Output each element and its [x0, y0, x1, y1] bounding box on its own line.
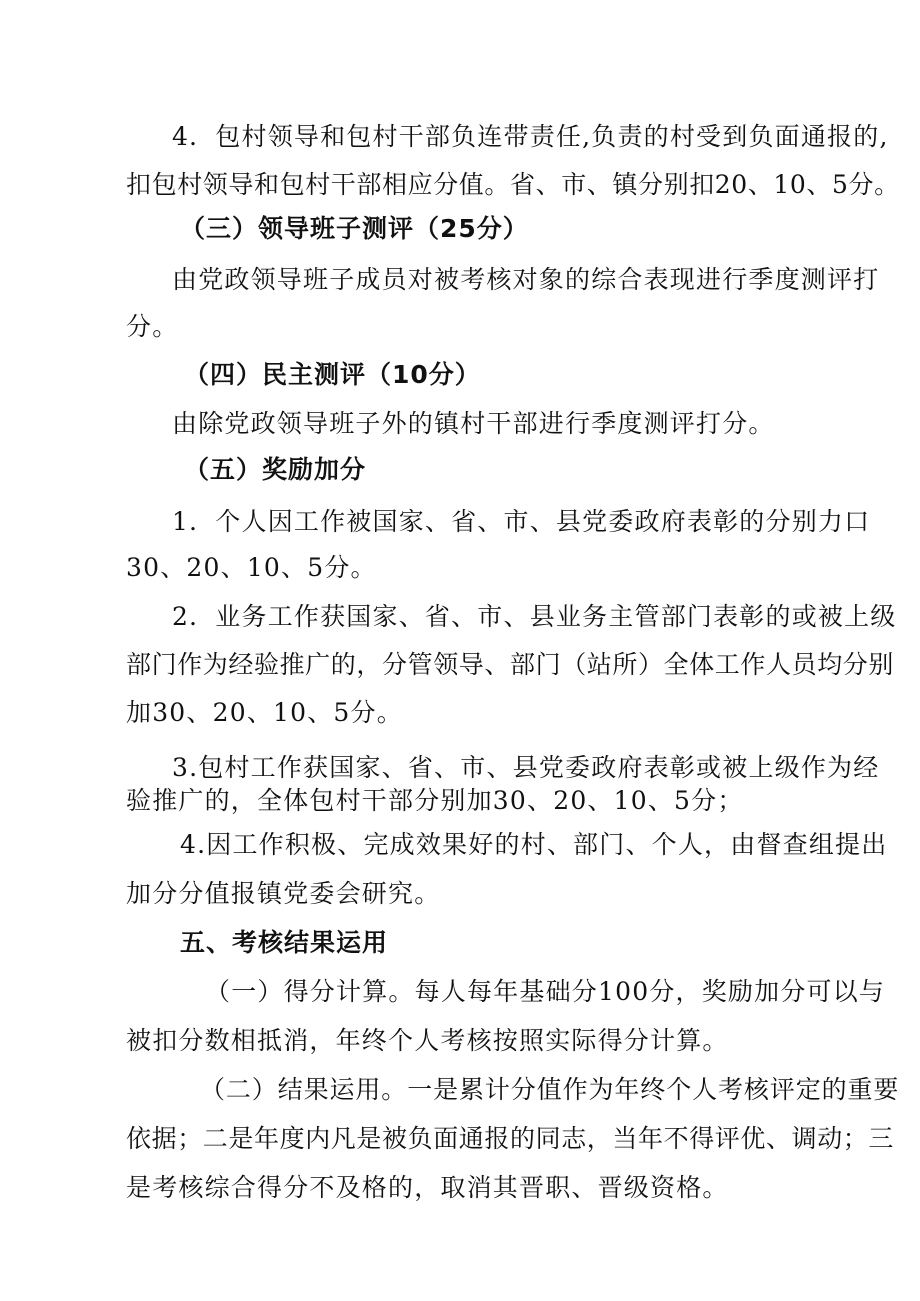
paragraph-line: 4．包村领导和包村干部负连带责任,负责的村受到负面通报的,: [172, 122, 889, 151]
paragraph-line: 被扣分数相抵消，年终个人考核按照实际得分计算。: [126, 1026, 729, 1055]
paragraph-line: 验推广的，全体包村干部分别加30、20、10、5分；: [126, 786, 744, 815]
paragraph-line: 由除党政领导班子外的镇村干部进行季度测评打分。: [172, 409, 775, 438]
paragraph-line: 部门作为经验推广的，分管领导、部门（站所）全体工作人员均分别: [126, 650, 895, 679]
paragraph-line: 依据；二是年度内凡是被负面通报的同志，当年不得评优、调动；三: [126, 1124, 895, 1153]
paragraph-line: 加30、20、10、5分。: [126, 698, 403, 727]
paragraph-line: 2．业务工作获国家、省、市、县业务主管部门表彰的或被上级: [172, 602, 897, 631]
paragraph-line: 30、20、10、5分。: [126, 553, 377, 582]
paragraph-line: 由党政领导班子成员对被考核对象的综合表现进行季度测评打: [172, 265, 880, 294]
paragraph-line: （二）结果运用。一是累计分值作为年终个人考核评定的重要: [200, 1075, 900, 1104]
paragraph-line: 3.包村工作获国家、省、市、县党委政府表彰或被上级作为经: [172, 753, 880, 782]
paragraph-line: 加分分值报镇党委会研究。: [126, 879, 441, 908]
paragraph-line: 分。: [126, 312, 179, 341]
paragraph-line: （一）得分计算。每人每年基础分100分，奖励加分可以与: [205, 977, 886, 1006]
paragraph-line: 扣包村领导和包村干部相应分值。省、市、镇分别扣20、10、5分。: [126, 170, 900, 199]
section-heading: （五）奖励加分: [184, 455, 367, 484]
section-heading: （三）领导班子测评（25分）: [180, 214, 529, 243]
paragraph-line: 1．个人因工作被国家、省、市、县党委政府表彰的分别力口: [172, 507, 871, 536]
section-heading: 五、考核结果运用: [180, 928, 389, 957]
section-heading: （四）民主测评（10分）: [184, 360, 481, 389]
paragraph-line: 是考核综合得分不及格的，取消其晋职、晋级资格。: [126, 1173, 729, 1202]
paragraph-line: 4.因工作积极、完成效果好的村、部门、个人，由督查组提出: [180, 830, 888, 859]
